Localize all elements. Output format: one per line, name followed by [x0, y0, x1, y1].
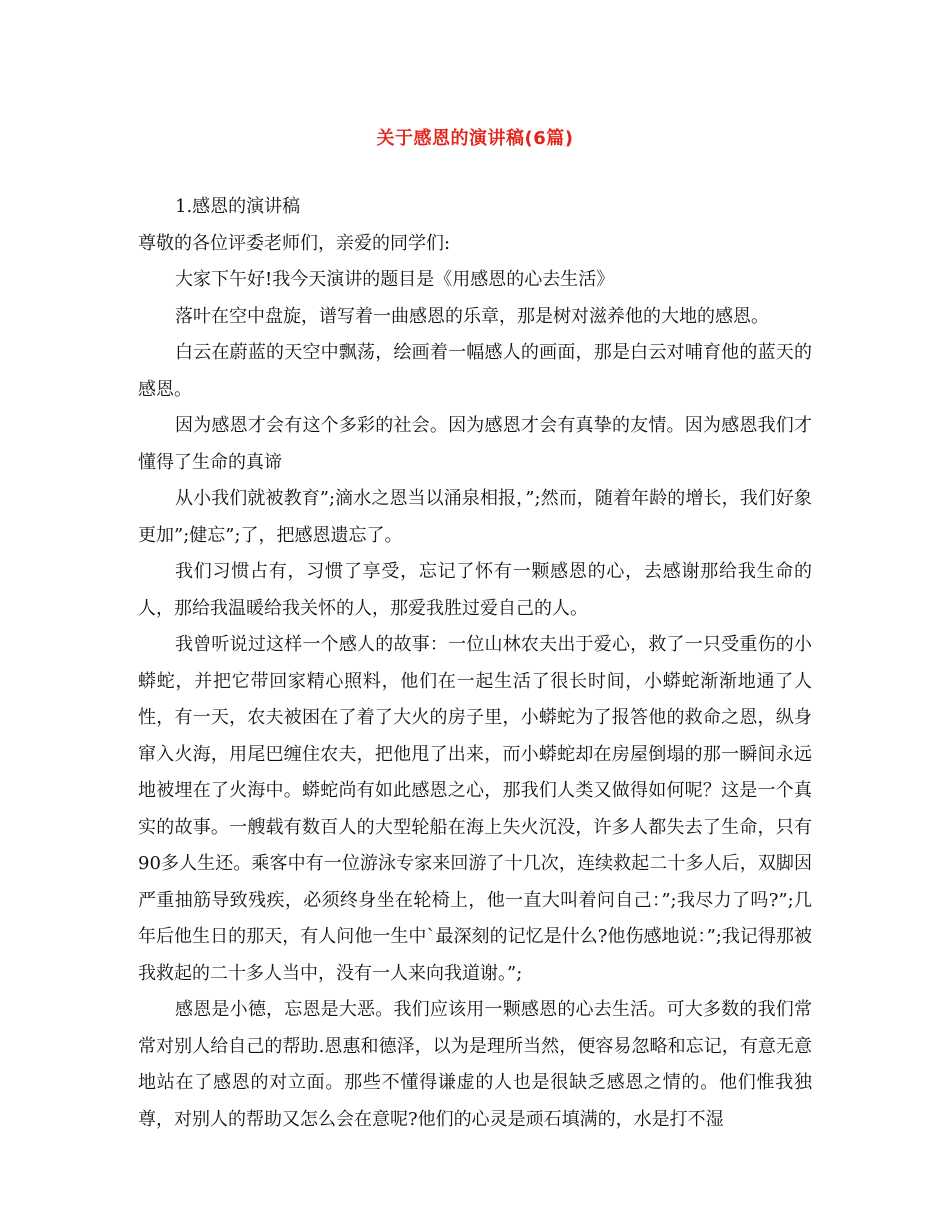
section-heading: 1.感恩的演讲稿 — [175, 196, 301, 217]
paragraph: 从小我们就被教育”;滴水之恩当以涌泉相报，”;然而，随着年龄的增长，我们好象更加”;健忘”;了，把感恩遗忘了。 — [138, 488, 812, 546]
paragraph: 落叶在空中盘旋，谱写着一曲感恩的乐章，那是树对滋养他的大地的感恩。 — [175, 305, 769, 327]
paragraph: 因为感恩才会有这个多彩的社会。因为感恩才会有真挚的友情。因为感恩我们才懂得了生命的真谛 — [138, 415, 812, 473]
paragraph: 白云在蔚蓝的天空中飘荡，绘画着一幅感人的画面，那是白云对哺育他的蓝天的感恩。 — [138, 342, 812, 400]
document-title: 关于感恩的演讲稿(6篇) — [376, 128, 574, 149]
paragraph: 感恩是小德，忘恩是大恶。我们应该用一颗感恩的心去生活。可大多数的我们常常对别人给自己的帮助.恩惠和德泽，以为是理所当然，便容易忽略和忘记，有意无意地站在了感恩的对立面。那些不懂得谦虚的人也是很缺乏感恩之情的。他们惟我独尊，对别人的帮助又怎么会在意呢?他们的心灵是顽石填满的，水是打不湿 — [138, 999, 812, 1130]
paragraph: 大家下午好!我今天演讲的题目是《用感恩的心去生活》 — [175, 269, 615, 290]
paragraph: 我曾听说过这样一个感人的故事：一位山林农夫出于爱心，救了一只受重伤的小蟒蛇，并把它带回家精心照料，他们在一起生活了很长时间，小蟒蛇渐渐地通了人性，有一天，农夫被困在了着了大火的房子里，小蟒蛇为了报答他的救命之恩，纵身窜入火海，用尾巴缠住农夫，把他甩了出来，而小蟒蛇却在房屋倒塌的那一瞬间永远地被埋在了火海中。蟒蛇尚有如此感恩之心，那我们人类又做得如何呢？这是一个真实的故事。一艘载有数百人的大型轮船在海上失火沉没，许多人都失去了生命，只有90多人生还。乘客中有一位游泳专家来回游了十几次，连续救起二十多人后，双脚因严重抽筋导致残疾，必须终身坐在轮椅上，他一直大叫着问自己：”;我尽力了吗?”;几年后他生日的那天，有人问他一生中`最深刻的记忆是什么?他伤感地说：”;我记得那被我救起的二十多人当中，没有一人来向我道谢。”; — [138, 634, 812, 984]
salutation: 尊敬的各位评委老师们，亲爱的同学们: — [138, 232, 451, 254]
document-body — [138, 189, 812, 1138]
paragraph: 我们习惯占有，习惯了享受，忘记了怀有一颗感恩的心，去感谢那给我生命的人，那给我温暖给我关怀的人，那爱我胜过爱自己的人。 — [138, 561, 812, 619]
